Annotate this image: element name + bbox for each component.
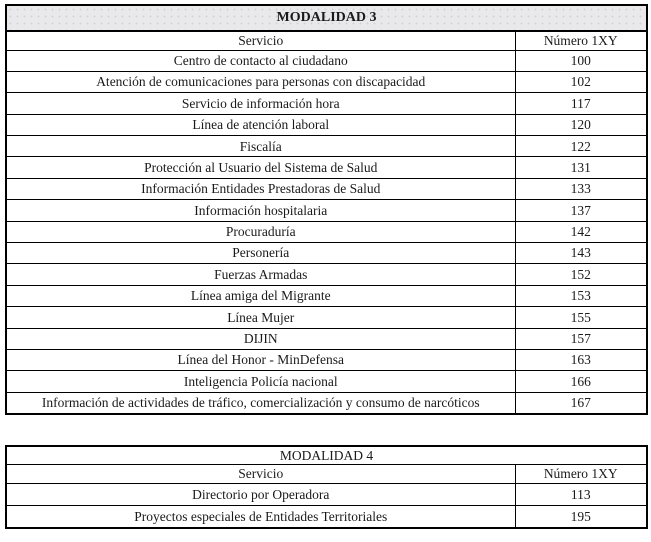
- table-row: [6, 93, 647, 114]
- number-cell: 117: [515, 93, 647, 114]
- number-cell: 120: [515, 114, 647, 135]
- column-header-row: [6, 465, 647, 484]
- number-cell: 142: [515, 221, 647, 242]
- service-cell: Servicio de información hora: [6, 93, 515, 114]
- service-cell: Línea del Honor - MinDefensa: [6, 349, 515, 370]
- table-row: [6, 264, 647, 285]
- table-row: [6, 392, 647, 413]
- table-title-row: [6, 446, 647, 465]
- number-cell: 195: [515, 506, 647, 528]
- number-cell: 155: [515, 307, 647, 328]
- table-row: [6, 200, 647, 221]
- service-cell: Proyectos especiales de Entidades Territoriales: [6, 506, 515, 528]
- column-header-servicio: Servicio: [6, 31, 515, 50]
- table-row: [6, 307, 647, 328]
- service-cell: Información de actividades de tráfico, comercialización y consumo de narcóticos: [6, 392, 515, 413]
- service-cell: Inteligencia Policía nacional: [6, 371, 515, 392]
- number-cell: 166: [515, 371, 647, 392]
- number-cell: 157: [515, 328, 647, 349]
- modalidad-3-table: [5, 4, 648, 415]
- service-cell: Línea amiga del Migrante: [6, 285, 515, 306]
- service-cell: Información Entidades Prestadoras de Salud: [6, 178, 515, 199]
- service-cell: Fiscalía: [6, 136, 515, 157]
- table-row: [6, 484, 647, 506]
- service-cell: Protección al Usuario del Sistema de Salud: [6, 157, 515, 178]
- service-cell: Procuraduría: [6, 221, 515, 242]
- number-cell: 153: [515, 285, 647, 306]
- service-cell: DIJIN: [6, 328, 515, 349]
- table-row: [6, 371, 647, 392]
- column-header-numero-1xy: Número 1XY: [515, 465, 647, 484]
- column-header-row: [6, 31, 647, 50]
- table-row: [6, 71, 647, 92]
- number-cell: 163: [515, 349, 647, 370]
- table-row: [6, 221, 647, 242]
- number-cell: 137: [515, 200, 647, 221]
- number-cell: 143: [515, 243, 647, 264]
- table-row: [6, 157, 647, 178]
- table-row: [6, 136, 647, 157]
- table-row: [6, 178, 647, 199]
- number-cell: 167: [515, 392, 647, 413]
- column-header-servicio: Servicio: [6, 465, 515, 484]
- service-cell: Centro de contacto al ciudadano: [6, 50, 515, 71]
- modalidad-4-table: [5, 445, 648, 529]
- number-cell: 131: [515, 157, 647, 178]
- table-title-row: [6, 5, 647, 31]
- table-row: [6, 349, 647, 370]
- service-cell: Personería: [6, 243, 515, 264]
- number-cell: 113: [515, 484, 647, 506]
- service-cell: Línea Mujer: [6, 307, 515, 328]
- modalidad-4-table-body: [6, 484, 647, 528]
- table-row: [6, 50, 647, 71]
- number-cell: 133: [515, 178, 647, 199]
- table-row: [6, 243, 647, 264]
- service-cell: Línea de atención laboral: [6, 114, 515, 135]
- service-cell: Fuerzas Armadas: [6, 264, 515, 285]
- table-row: [6, 285, 647, 306]
- number-cell: 102: [515, 71, 647, 92]
- number-cell: 100: [515, 50, 647, 71]
- number-cell: 152: [515, 264, 647, 285]
- column-header-numero-1xy: Número 1XY: [515, 31, 647, 50]
- table-row: [6, 328, 647, 349]
- service-cell: Información hospitalaria: [6, 200, 515, 221]
- modalidad-3-title: MODALIDAD 3: [6, 5, 647, 31]
- table-row: [6, 114, 647, 135]
- service-cell: Directorio por Operadora: [6, 484, 515, 506]
- number-cell: 122: [515, 136, 647, 157]
- table-row: [6, 506, 647, 528]
- modalidad-4-title: MODALIDAD 4: [6, 446, 647, 465]
- service-cell: Atención de comunicaciones para personas con discapacidad: [6, 71, 515, 92]
- modalidad-3-table-body: [6, 50, 647, 414]
